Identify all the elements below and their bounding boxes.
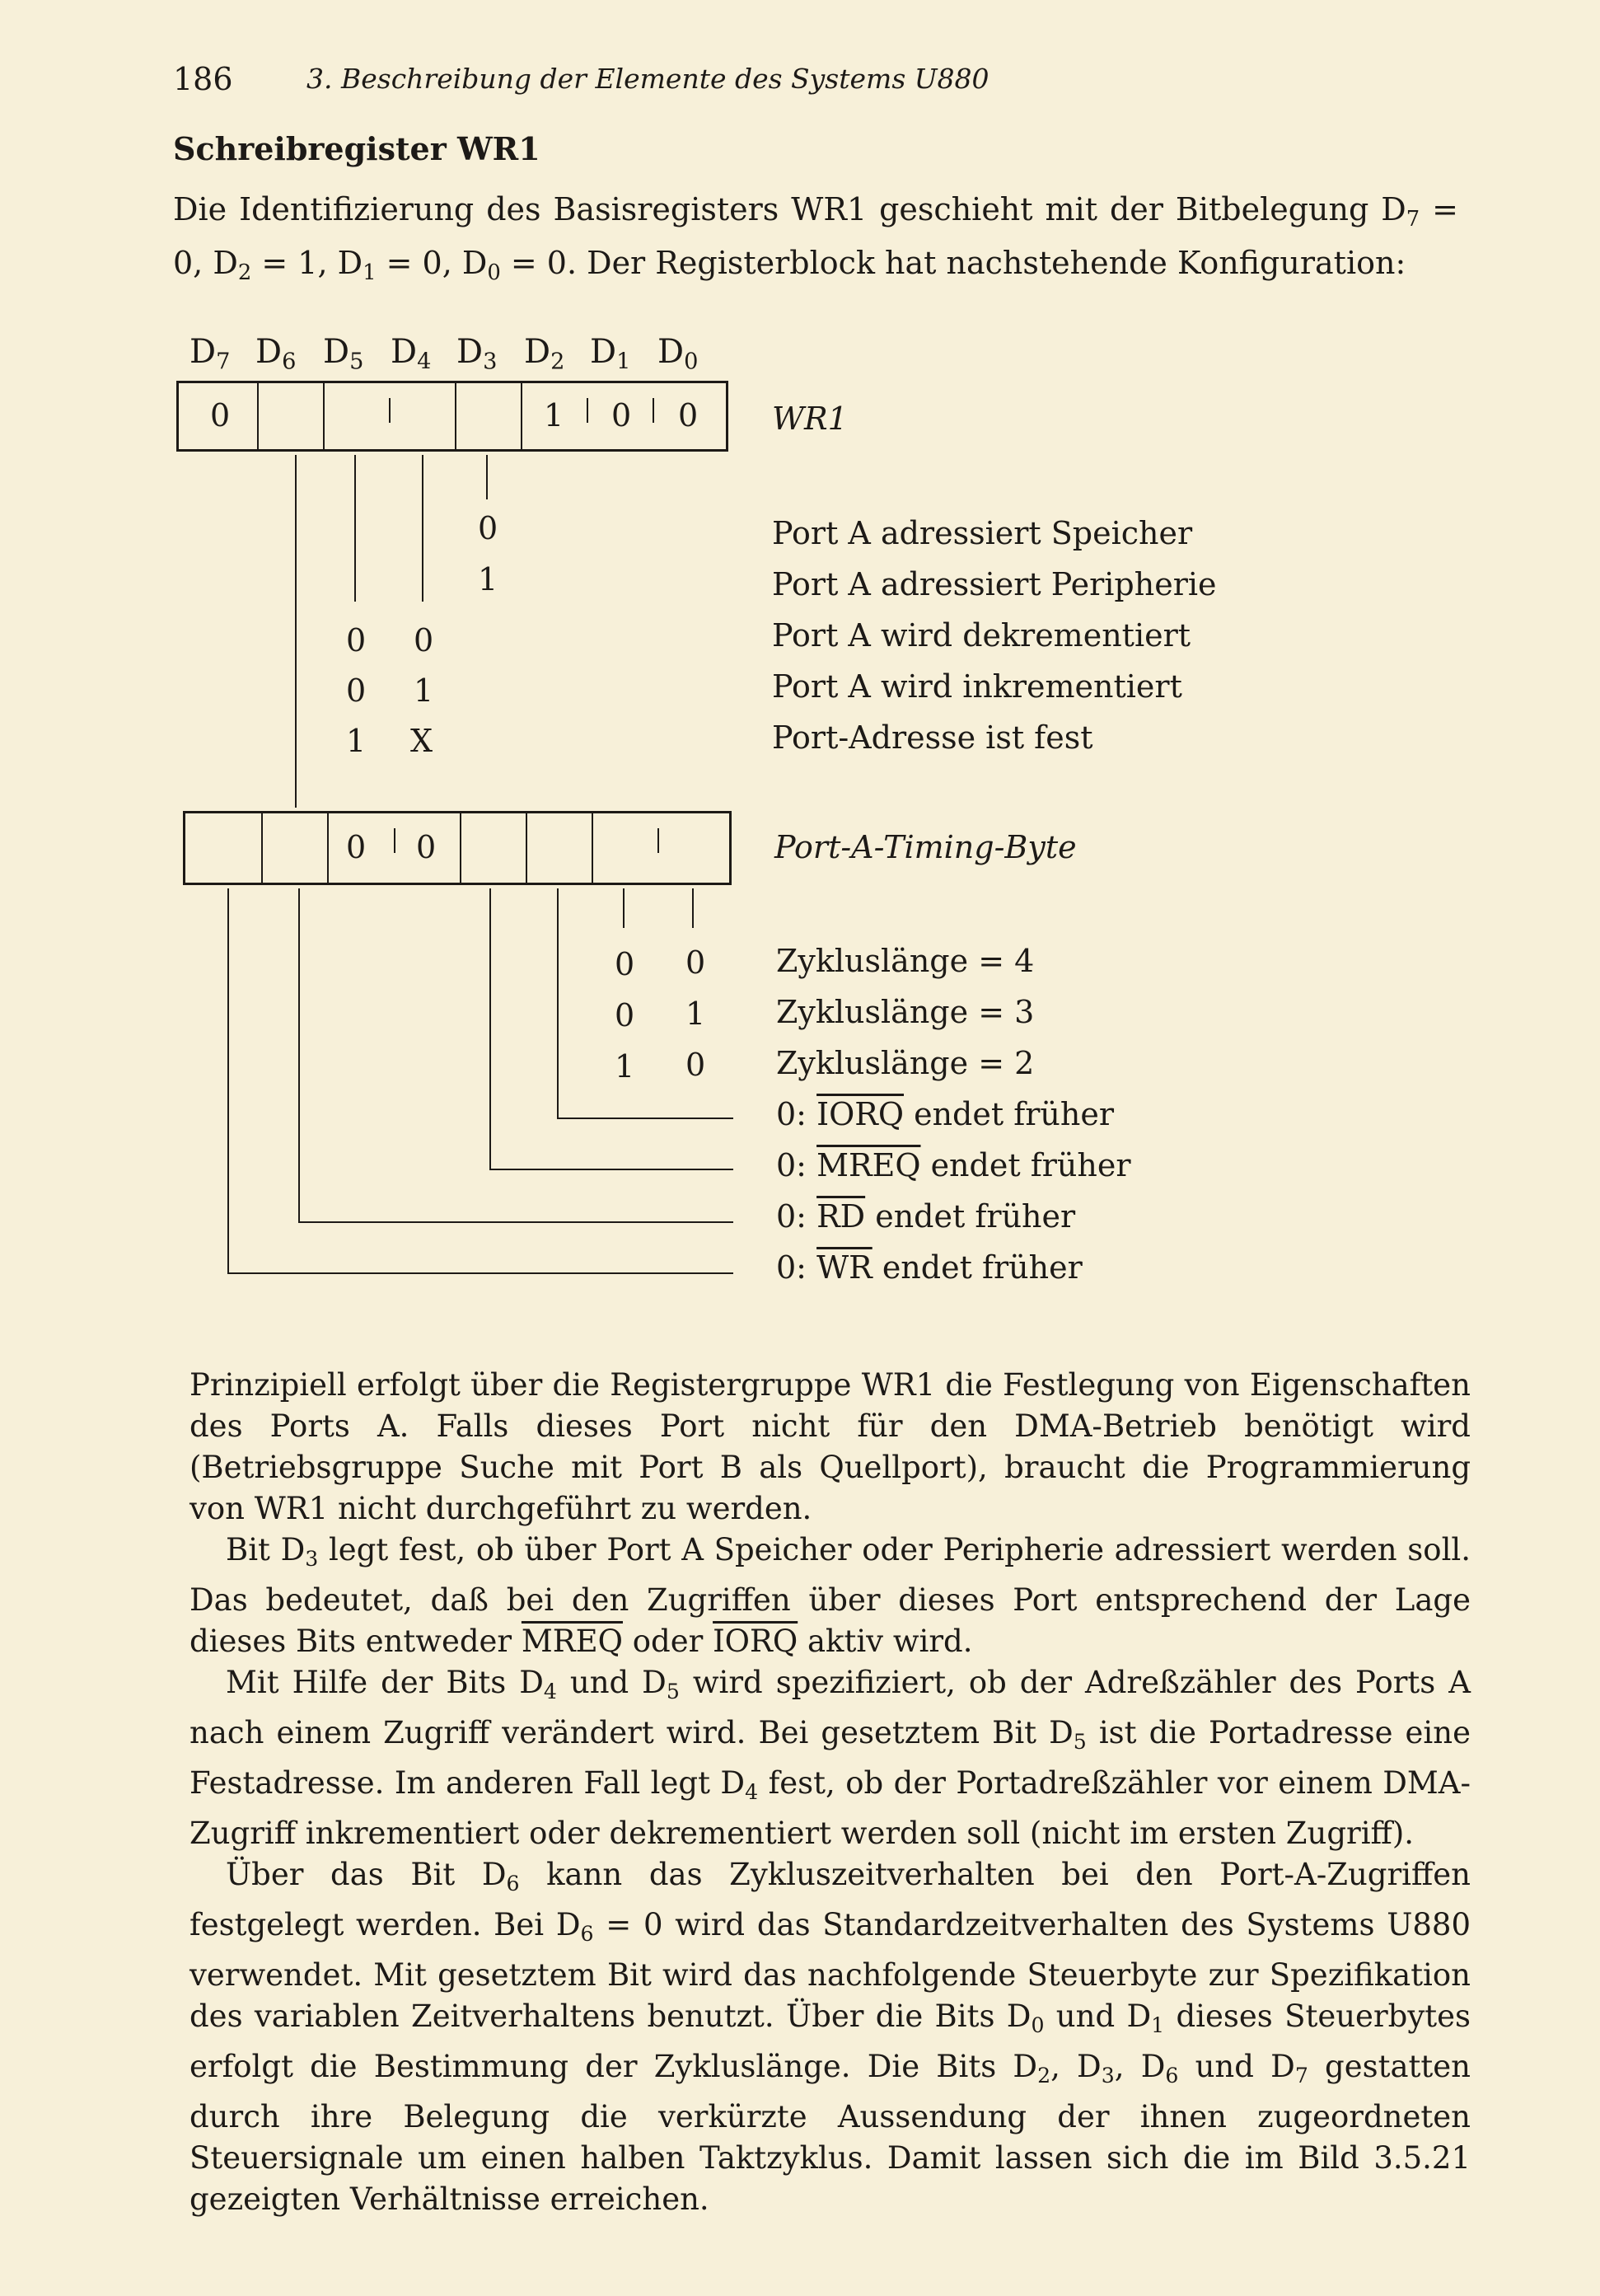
intro-paragraph: Die Identifizierung des Basisregisters WR1 geschieht mit der Bitbelegung $D_7 = 0$, $D_2 = 1$, $D_1 = 0$, $D_0 = 0$. Der Registerblock hat nachstehende Konfiguration:: [173, 191, 1459, 286]
mreq-label: 0: MREQ endet früher: [776, 1147, 1131, 1183]
page-number: 186: [173, 61, 233, 97]
bit-header-d3: $D_3$: [456, 333, 498, 375]
d3-line: [486, 455, 488, 499]
d5-value: 1: [346, 723, 367, 759]
d0-value: 0: [685, 944, 706, 981]
timing-cell-divider: [526, 813, 527, 883]
d4-value: X: [410, 723, 433, 759]
d2-line: [557, 888, 559, 1118]
wr1-register-name: WR1: [772, 401, 848, 437]
timing-register-name: Port-A-Timing-Byte: [774, 829, 1077, 865]
d3-line: [489, 888, 491, 1169]
d1-line: [623, 888, 625, 928]
wr1-description: Port A adressiert Peripherie: [772, 566, 1217, 602]
bit-header-d6: $D_6$: [255, 333, 297, 375]
rd-label: 0: $\overline{RD}$ endet früher: [776, 1198, 1076, 1235]
d1-value: 0: [615, 946, 635, 982]
wr1-cell-tick: [653, 398, 654, 423]
wr1-cell-tick: [389, 398, 391, 423]
wr1-description: Port-Adresse ist fest: [772, 719, 1093, 756]
d0-value: 0: [685, 1047, 706, 1083]
cycle-length-label: Zykluslänge = 2: [776, 1045, 1035, 1081]
wr-leader: [227, 1272, 733, 1274]
wr1-bit-d1: 0: [611, 397, 632, 433]
d5-value: 0: [346, 672, 367, 709]
wr1-bit-d0: 0: [678, 397, 699, 433]
d4-value: 0: [414, 622, 434, 658]
cycle-length-label: Zykluslänge = 4: [776, 943, 1035, 979]
bit-header-d7: $D_7$: [189, 333, 231, 375]
wr1-bit-d2: 1: [544, 397, 564, 433]
wr1-cell-divider: [323, 383, 325, 449]
wr1-cell-divider: [521, 383, 522, 449]
timing-cell-tick: [657, 828, 659, 853]
bit-header-d0: $D_0$: [657, 333, 699, 375]
iorq-label: 0: IORQ endet früher: [776, 1096, 1115, 1132]
wr1-cell-tick: [587, 398, 588, 423]
timing-cell-divider: [592, 813, 593, 883]
paragraph-2: Bit $D_3$ legt fest, ob über Port A Speicher oder Peripherie adressiert werden soll. Das bedeutet, daß bei den Zugriffen über dieses Port entsprechend der Lage dieses Bits entweder MREQ oder IORQ aktiv wird.: [189, 1532, 1471, 1660]
paragraph-1: Prinzipiell erfolgt über die Registergruppe WR1 die Festlegung von Eigenschaften des Ports A. Falls dieses Port nicht für den DMA-Betrieb benötigt wird (Betriebsgruppe Suche mit Port B als Quellport), braucht die Programmierung von WR1 nicht durchgeführt zu werden.: [189, 1367, 1471, 1526]
timing-bit-d5: 0: [346, 829, 367, 865]
timing-bit-d4: 0: [416, 829, 437, 865]
d3-value: 0: [478, 510, 498, 546]
d6-line: [298, 888, 300, 1221]
d7-line: [227, 888, 229, 1272]
paragraph-4: Über das Bit $D_6$ kann das Zykluszeitverhalten bei den Port-A-Zugriffen festgelegt werden. Bei $D_6 = 0$ wird das Standardzeitverhalten des Systems U880 verwendet. Mit gesetztem Bit wird das nachfolgende Steuerbyte zur Spezifikation des variablen Zeitverhaltens benutzt. Über die Bits $D_0$ und $D_1$ dieses Steuerbytes erfolgt die Bestimmung der Zykluslänge. Die Bits $D_2$, $D_3$, $D_6$ und $D_7$ gestatten durch ihre Belegung die verkürzte Aussendung der ihnen zugeordneten Steuersignale um einen halben Taktzyklus. Damit lassen sich die im Bild 3.5.21 gezeigten Verhältnisse erreichen.: [189, 1857, 1471, 2218]
mreq-leader: [489, 1169, 733, 1170]
timing-cell-tick: [394, 828, 395, 853]
wr1-cell-divider: [257, 383, 259, 449]
d3-value: 1: [478, 561, 498, 597]
cycle-length-label: Zykluslänge = 3: [776, 994, 1035, 1030]
bit-header-d5: $D_5$: [323, 333, 364, 375]
d1-value: 1: [615, 1048, 635, 1085]
timing-cell-divider: [460, 813, 461, 883]
wr1-register: [176, 381, 728, 452]
timing-cell-divider: [327, 813, 329, 883]
wr1-bit-d7: 0: [210, 397, 231, 433]
bit-header-d2: $D_2$: [524, 333, 565, 375]
running-head: 3. Beschreibung der Elemente des Systems U880: [306, 63, 989, 95]
iorq-leader: [557, 1118, 733, 1119]
d6-line: [295, 455, 297, 808]
wr-label: 0: $\overline{WR}$ endet früher: [776, 1249, 1083, 1286]
body-text: [189, 1365, 1471, 2220]
section-heading: Schreibregister WR1: [173, 130, 540, 167]
wr1-cell-divider: [455, 383, 456, 449]
d4-line: [422, 455, 423, 602]
wr1-description: Port A wird inkrementiert: [772, 668, 1182, 705]
rd-leader: [298, 1221, 733, 1223]
wr1-description: Port A wird dekrementiert: [772, 617, 1191, 654]
d5-value: 0: [346, 622, 367, 658]
wr1-description: Port A adressiert Speicher: [772, 515, 1193, 551]
bit-header-d4: $D_4$: [391, 333, 432, 375]
d0-line: [692, 888, 694, 928]
d1-value: 0: [615, 997, 635, 1033]
timing-cell-divider: [261, 813, 263, 883]
d4-value: 1: [414, 672, 434, 709]
paragraph-3: Mit Hilfe der Bits $D_4$ und $D_5$ wird spezifiziert, ob der Adreßzähler des Ports A nach einem Zugriff verändert wird. Bei gesetztem Bit $D_5$ ist die Portadresse eine Festadresse. Im anderen Fall legt $D_4$ fest, ob der Portadreßzähler vor einem DMA-Zugriff inkrementiert oder dekrementiert werden soll (nicht im ersten Zugriff).: [189, 1665, 1471, 1852]
timing-register: [183, 811, 732, 885]
d0-value: 1: [685, 996, 706, 1032]
d5-line: [354, 455, 356, 602]
bit-header-d1: $D_1$: [590, 333, 631, 375]
